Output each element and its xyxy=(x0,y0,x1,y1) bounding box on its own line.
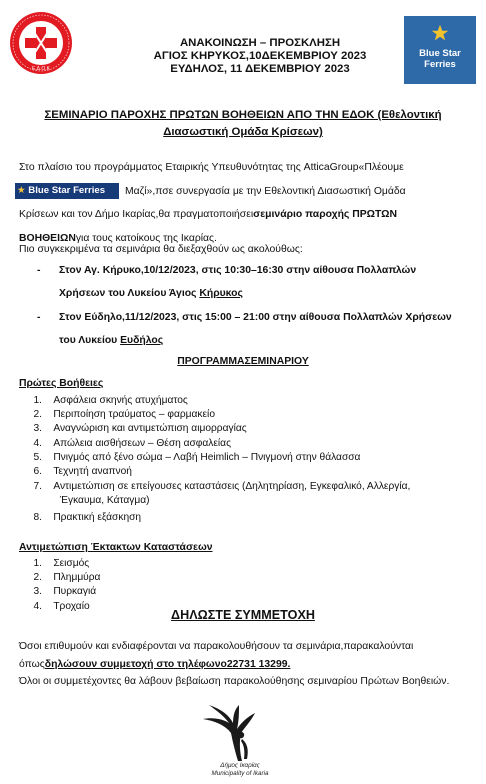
municipality-name xyxy=(200,762,280,777)
municipality-name-en: Municipality of Ikaria xyxy=(211,769,269,777)
list-item: 3. Αναγνώριση και αντιμετώπιση αιμορραγίας xyxy=(33,423,247,435)
register-call-to-action: ΔΗΛΩΣΤΕ ΣΥΜΜΕΤΟΧΗ xyxy=(171,608,315,622)
logo-right-line2: Ferries xyxy=(424,59,456,70)
municipality-name-gr: Δήμος Ικαρίας xyxy=(220,762,260,769)
title-line1: ΣΕΜΙΝΑΡΙΟ ΠΑΡΟΧΗΣ ΠΡΩΤΩΝ ΒΟΗΘΕΙΩΝ ΑΠΟ ΤΗΝ ΕΔΟΚ (Εθελοντική xyxy=(44,109,442,121)
blue-star-ferries-logo xyxy=(404,16,476,84)
emergencies-title: Αντιμετώπιση Έκτακτων Καταστάσεων xyxy=(19,542,213,553)
winged-figure-icon xyxy=(195,703,281,765)
intro-line2: Μαζί»,πσε συνεργασία με την Εθελοντική Διασωστική Ομάδα xyxy=(125,185,406,197)
list-item: 1. Σεισμός xyxy=(33,558,90,569)
star-icon xyxy=(431,24,449,42)
footer-line2-a: όπως xyxy=(19,658,45,670)
bullet-dash: - xyxy=(37,312,41,323)
footer-line1: Όσοι επιθυμούν και ενδιαφέρονται να παρακολουθήσουν τα σεμινάρια,παρακαλούνται xyxy=(19,641,414,652)
announcement-header xyxy=(110,37,410,76)
star-icon: ★ xyxy=(17,184,26,196)
list-item: 6. Τεχνητή αναπνοή xyxy=(33,466,132,478)
logo-right-line1: Blue Star xyxy=(419,48,461,59)
list-item: 8. Πρακτική εξάσκηση xyxy=(33,511,142,523)
seminar-1 xyxy=(59,259,479,305)
program-title: ΠΡΟΓΡΑΜΜΑΣΕΜΙΝΑΡΙΟΥ xyxy=(177,356,309,367)
list-item: 1. Ασφάλεια σκηνής ατυχήματος xyxy=(33,395,188,406)
intro-line3-a: Κρίσεων και τον Δήμο Ικαρίας,θα πραγματοποιήσει xyxy=(19,209,254,220)
footer-line3: Όλοι οι συμμετέχοντες θα λάβουν βεβαίωση παρακολούθησης σεμιναρίου Πρώτων Βοηθειών. xyxy=(19,676,450,687)
intro-line4-a: ΒΟΗΘΕΙΩΝ xyxy=(19,232,76,244)
seminar-2 xyxy=(59,306,479,352)
list-item: 2. Περιποίηση τραύματος – φαρμακείο xyxy=(33,409,215,421)
list-item: 4. Απώλεια αισθήσεων – Θέση ασφαλείας xyxy=(33,437,231,449)
seminar-2-line2-a: του Λυκείου xyxy=(59,335,121,346)
footer-phone: δηλώσουν συμμετοχή στο τηλέφωνο22731 13299. xyxy=(44,658,291,670)
intro-line3-b: σεμινάριο παροχής ΠΡΩΤΩΝ xyxy=(253,209,397,220)
first-aid-list xyxy=(26,394,476,525)
list-item: 2. Πλημμύρα xyxy=(33,572,101,584)
list-item: 3. Πυρκαγιά xyxy=(33,586,97,598)
header-line3: ΕΥΔΗΛΟΣ, 11 ΔΕΚΕΜΒΡΙΟΥ 2023 xyxy=(170,63,350,75)
title-line2: Διασωστική Ομάδα Κρίσεων) xyxy=(163,126,323,138)
bullet-dash: - xyxy=(37,265,41,276)
list-item: 5. Πνιγμός από ξένο σώμα – Λαβή Heimlich – Πνιγμονή στην θάλασσα xyxy=(33,451,361,463)
inline-logo-text: Blue Star Ferries xyxy=(28,184,106,196)
intro-paragraph xyxy=(19,156,479,250)
seminar-2-line2-b: Ευδήλος xyxy=(120,335,164,346)
first-aid-title: Πρώτες Βοήθειες xyxy=(19,378,104,389)
seminar-2-line1: Στον Εύδηλο,11/12/2023, στις 15:00 – 21:00 στην αίθουσα Πολλαπλών Χρήσεων xyxy=(59,312,452,323)
emergencies-list xyxy=(26,557,326,614)
intro-line1: Στο πλαίσιο του προγράμματος Εταιρικής Υπευθυνότητας της AtticaGroup«Πλέουμε xyxy=(19,162,404,173)
header-line2: ΑΓΙΟΣ ΚΗΡΥΚΟΣ,10ΔΕΚΕΜΒΡΙΟΥ 2023 xyxy=(153,50,367,62)
seminar-1-line2-a: Χρήσεων του Λυκείου Άγιος xyxy=(59,288,200,299)
edok-logo-bottom-text: Ε.Δ.Ο.Κ xyxy=(31,66,51,72)
list-item: 4. Τροχαίο xyxy=(33,600,90,612)
list-item: 7. Αντιμετώπιση σε επείγουσες καταστάσεις (Δηλητηρίαση, Εγκεφαλικό, Αλλεργία, xyxy=(33,481,411,493)
header-line1: ΑΝΑΚΟΙΝΩΣΗ – ΠΡΟΣΚΛΗΣΗ xyxy=(179,37,341,49)
seminar-1-line1: Στον Αγ. Κήρυκο,10/12/2023, στις 10:30–16:30 στην αίθουσα Πολλαπλών xyxy=(59,265,417,276)
blue-star-ferries-inline-logo xyxy=(15,183,119,199)
seminar-title xyxy=(14,107,472,141)
schedule-intro: Πιο συγκεκριμένα τα σεμινάρια θα διεξαχθούν ως ακολούθως: xyxy=(19,244,303,255)
seminar-1-line2-b: Κήρυκος xyxy=(199,288,243,299)
edok-logo xyxy=(8,10,74,76)
footer-paragraph xyxy=(19,638,479,691)
intro-line4-b: για τους κατοίκους της Ικαρίας. xyxy=(75,232,217,244)
list-item-continuation: Έγκαυμα, Κάταγμα) xyxy=(60,495,150,507)
